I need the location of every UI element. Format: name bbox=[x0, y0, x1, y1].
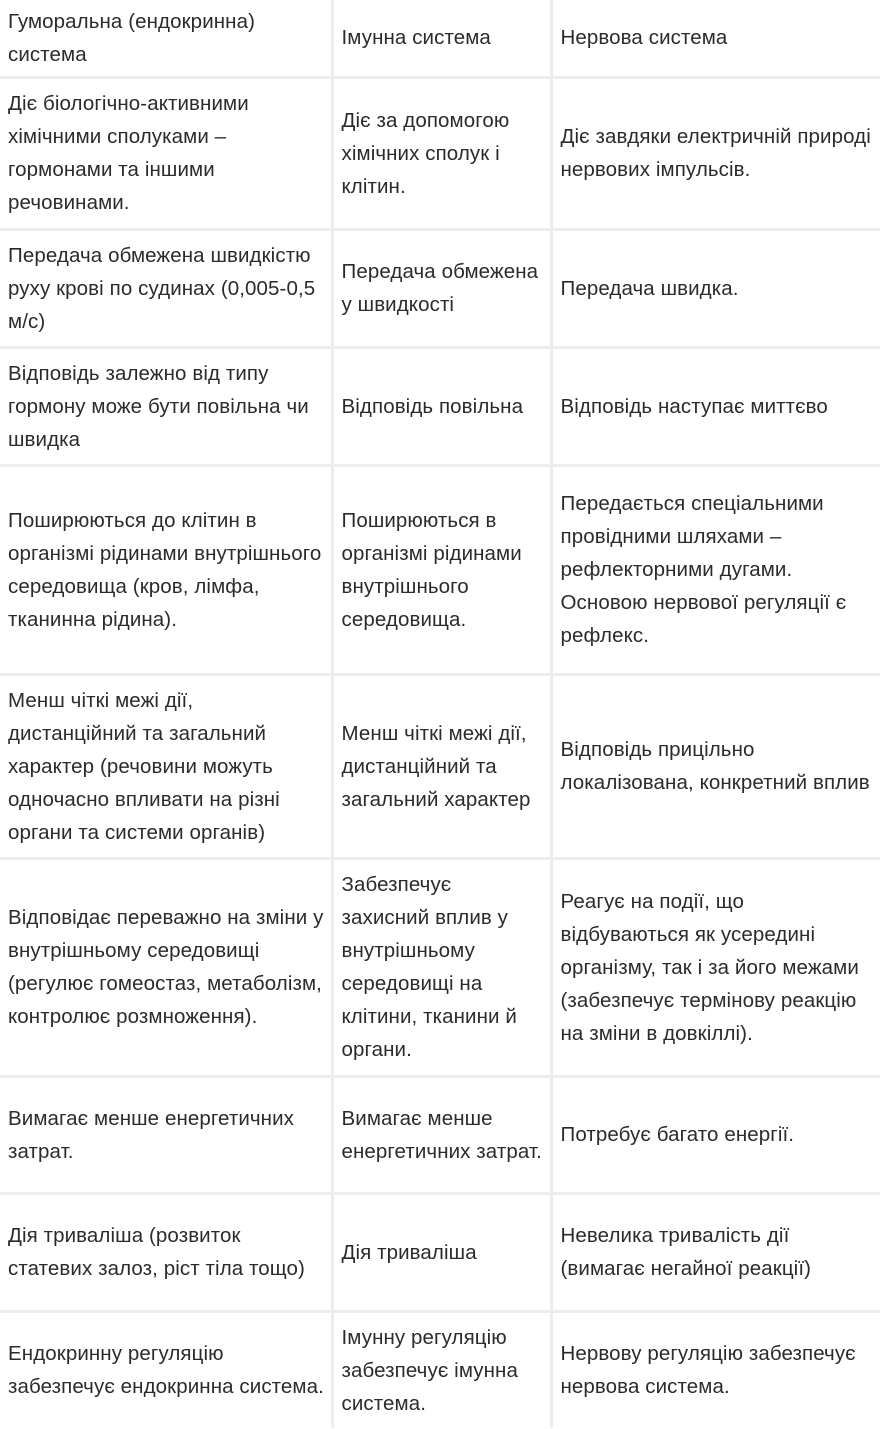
table-cell: Діє за допомогою хімічних сполук і клітин. bbox=[332, 77, 551, 229]
table-row bbox=[0, 229, 880, 347]
table-cell: Відповідь наступає миттєво bbox=[551, 347, 880, 465]
table-cell: Вимагає менше енергетичних затрат. bbox=[0, 1076, 332, 1193]
table-cell: Потребує багато енергії. bbox=[551, 1076, 880, 1193]
table-cell: Імунну регуляцію забезпечує імунна система. bbox=[332, 1311, 551, 1428]
table-cell: Дія триваліша bbox=[332, 1193, 551, 1311]
table-cell: Передається спеціальними провідними шляхами – рефлекторними дугами. Основою нервової регуляції є рефлекс. bbox=[551, 465, 880, 674]
table-row bbox=[0, 1076, 880, 1193]
table-cell: Забезпечує захисний вплив у внутрішньому середовищі на клітини, тканини й органи. bbox=[332, 858, 551, 1076]
table-cell: Діє завдяки електричній природі нервових імпульсів. bbox=[551, 77, 880, 229]
table-row bbox=[0, 1193, 880, 1311]
table-row bbox=[0, 77, 880, 229]
table-cell: Поширюються в організмі рідинами внутрішнього середовища. bbox=[332, 465, 551, 674]
table-cell: Відповідь прицільно локалізована, конкретний вплив bbox=[551, 674, 880, 858]
table-header-row bbox=[0, 0, 880, 77]
table-row bbox=[0, 465, 880, 674]
table-cell: Дія триваліша (розвиток статевих залоз, ріст тіла тощо) bbox=[0, 1193, 332, 1311]
table-cell: Невелика тривалість дії (вимагає негайної реакції) bbox=[551, 1193, 880, 1311]
table-cell: Відповідає переважно на зміни у внутрішньому середовищі (регулює гомеостаз, метаболізм, контролює розмноження). bbox=[0, 858, 332, 1076]
header-cell-immune: Імунна система bbox=[332, 0, 551, 77]
table-cell: Нервову регуляцію забезпечує нервова система. bbox=[551, 1311, 880, 1428]
table-row bbox=[0, 347, 880, 465]
header-cell-humoral: Гуморальна (ендокринна) система bbox=[0, 0, 332, 77]
table-cell: Ендокринну регуляцію забезпечує ендокринна система. bbox=[0, 1311, 332, 1428]
table-row bbox=[0, 674, 880, 858]
table-cell: Менш чіткі межі дії, дистанційний та загальний характер bbox=[332, 674, 551, 858]
table-row bbox=[0, 1311, 880, 1428]
table-cell: Вимагає менше енергетичних затрат. bbox=[332, 1076, 551, 1193]
table-cell: Менш чіткі межі дії, дистанційний та загальний характер (речовини можуть одночасно впливати на різні органи та системи органів) bbox=[0, 674, 332, 858]
table-cell: Відповідь залежно від типу гормону може бути повільна чи швидка bbox=[0, 347, 332, 465]
table-cell: Передача обмежена швидкістю руху крові по судинах (0,005-0,5 м/с) bbox=[0, 229, 332, 347]
table-cell: Передача обмежена у швидкості bbox=[332, 229, 551, 347]
header-cell-nervous: Нервова система bbox=[551, 0, 880, 77]
table-cell: Поширюються до клітин в організмі рідинами внутрішнього середовища (кров, лімфа, тканинна рідина). bbox=[0, 465, 332, 674]
table-cell: Реагує на події, що відбуваються як усередині організму, так і за його межами (забезпечує термінову реакцію на зміни в довкіллі). bbox=[551, 858, 880, 1076]
table-row bbox=[0, 858, 880, 1076]
table-cell: Відповідь повільна bbox=[332, 347, 551, 465]
table-cell: Діє біологічно-активними хімічними сполуками – гормонами та іншими речовинами. bbox=[0, 77, 332, 229]
table-cell: Передача швидка. bbox=[551, 229, 880, 347]
